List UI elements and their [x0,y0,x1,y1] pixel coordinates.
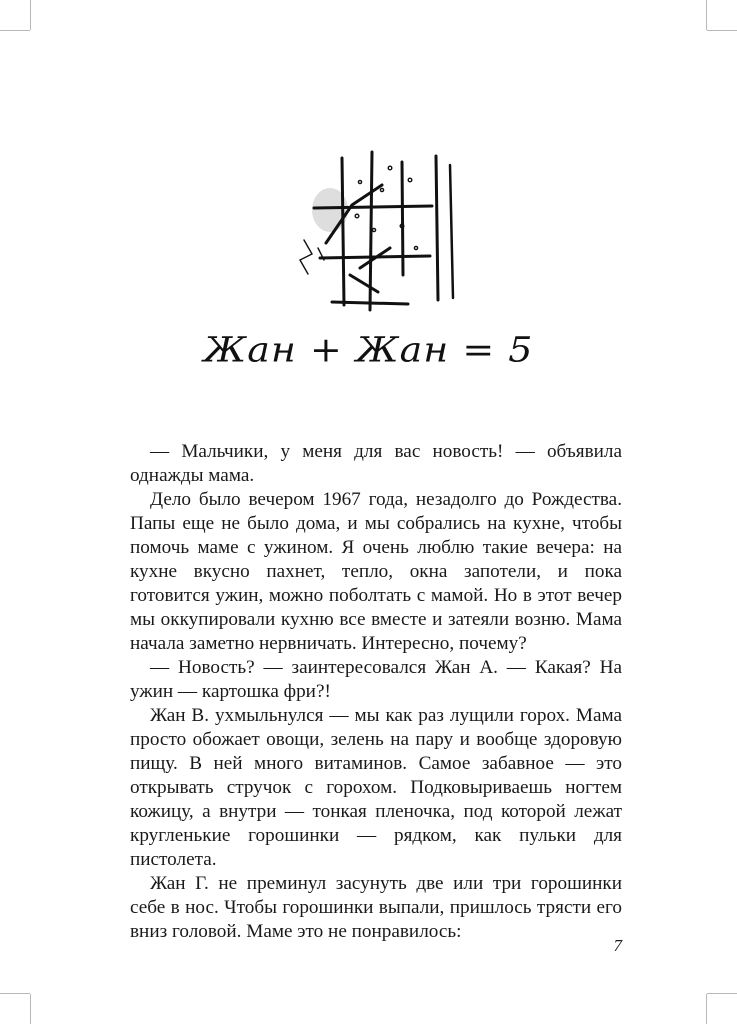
crop-mark [707,993,737,994]
crop-mark [0,30,30,31]
crop-mark [707,30,737,31]
window-sketch-illustration [290,150,470,320]
paragraph: — Мальчики, у меня для вас новость! — объявила однажды мама. [130,441,622,486]
page-number: 7 [613,936,622,955]
body-text [130,440,622,944]
crop-mark [706,0,707,30]
paragraph: Жан В. ухмыльнулся — мы как раз лущили горох. Мама просто обожает овощи, зелень на пару и вообще здоровую пищу. В ней много витаминов. Самое забавное — это открывать стручок с горохом. Подковыриваешь ногтем кожицу, а внутри — тонкая пленочка, под которой лежат кругленькие горошинки — рядком, как пульки для пистолета. [130,705,622,870]
paragraph: — Новость? — заинтересовался Жан А. — Какая? На ужин — картошка фри?! [130,657,622,702]
chapter-title: Жан + Жан = 5 [203,330,534,370]
paragraph: Дело было вечером 1967 года, незадолго до Рождества. Папы еще не было дома, и мы собрались на кухне, чтобы помочь маме с ужином. Я очень люблю такие вечера: на кухне вкусно пахнет, тепло, окна запотели, и пока готовится ужин, можно поболтать с мамой. Но в этот вечер мы оккупировали кухню все вместе и затеяли возню. Мама начала заметно нервничать. Интересно, почему? [130,489,622,654]
paragraph: Жан Г. не преминул засунуть две или три горошинки себе в нос. Чтобы горошинки выпали, пришлось трясти его вниз головой. Маме это не понравилось: [130,873,622,942]
crop-mark [30,0,31,30]
crop-mark [30,994,31,1024]
crop-mark [706,994,707,1024]
crop-mark [0,993,30,994]
